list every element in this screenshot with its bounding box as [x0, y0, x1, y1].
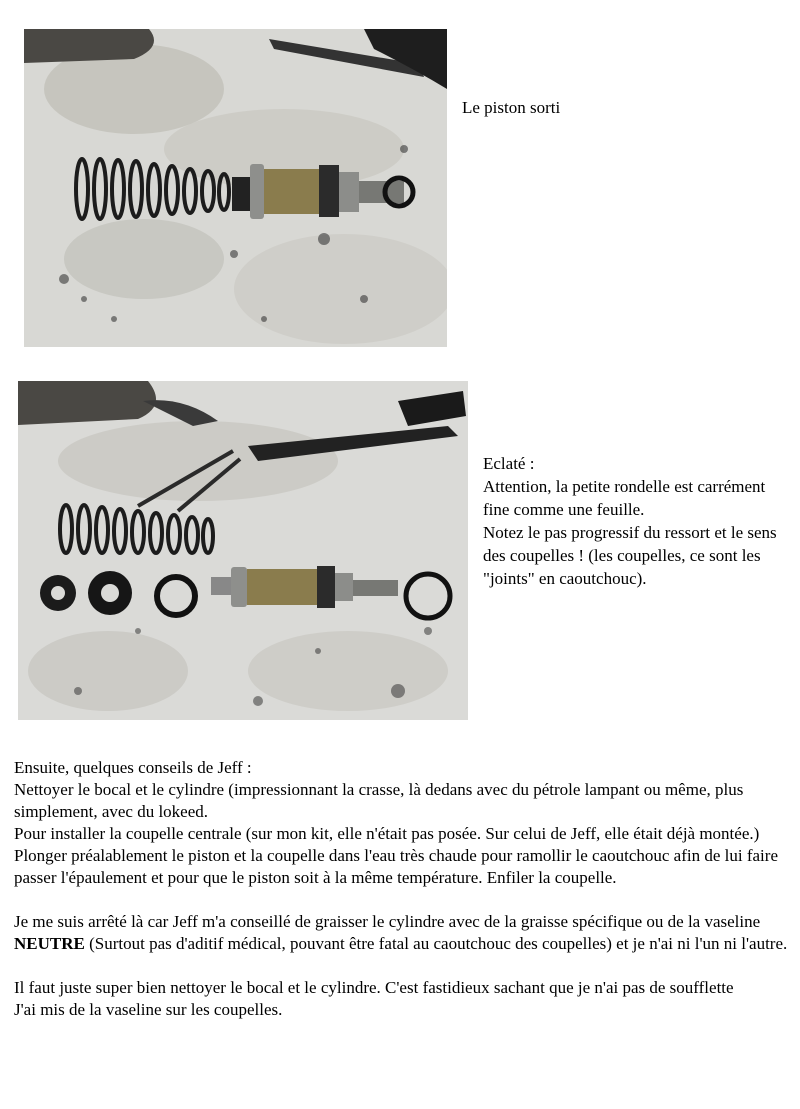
- exploded-caption-heading: Eclaté :: [483, 454, 535, 473]
- piston-photo: [24, 29, 447, 347]
- exploded-caption-line: Attention, la petite rondelle est carrément fine comme une feuille.: [483, 477, 766, 519]
- exploded-photo: [18, 381, 468, 720]
- stop-text-after: (Surtout pas d'aditif médical, pouvant être fatal au caoutchouc des coupelles) et je n'ai ni l'un ni l'autre.: [89, 934, 788, 953]
- clean-well-line: Il faut juste super bien nettoyer le bocal et le cylindre. C'est fastidieux sachant que je n'ai pas de soufflette: [14, 978, 734, 997]
- exploded-caption: [483, 452, 793, 590]
- article-body: [14, 757, 790, 1021]
- install-advice: Pour installer la coupelle centrale (sur mon kit, elle n'était pas posée. Sur celui de Jeff, elle était déjà montée.) Plonger préalablement le piston et la coupelle dans l'eau très chaude pour ramollir le caoutchouc afin de lui faire passer l'épaulement et pour que le piston soit à la même température. Enfiler la coupelle.: [14, 824, 778, 887]
- piston-caption: Le piston sorti: [462, 98, 561, 117]
- exploded-parts-image: [18, 381, 468, 720]
- exploded-caption-line: Notez le pas progressif du ressort et le sens des coupelles ! (les coupelles, ce sont les "joints" en caoutchouc).: [483, 523, 777, 588]
- cleaning-advice: Nettoyer le bocal et le cylindre (impressionnant la crasse, là dedans avec du pétrole lampant ou même, plus simplement, avec du lokeed.: [14, 780, 744, 821]
- intro-line: Ensuite, quelques conseils de Jeff :: [14, 758, 252, 777]
- vaseline-line: J'ai mis de la vaseline sur les coupelles.: [14, 1000, 283, 1019]
- stop-text-before: Je me suis arrêté là car Jeff m'a conseillé de graisser le cylindre avec de la graisse spécifique ou de la vaseline: [14, 912, 761, 931]
- neutral-emphasis: NEUTRE: [14, 934, 85, 953]
- piston-assembly-image: [24, 29, 447, 347]
- stop-paragraph: [14, 911, 790, 955]
